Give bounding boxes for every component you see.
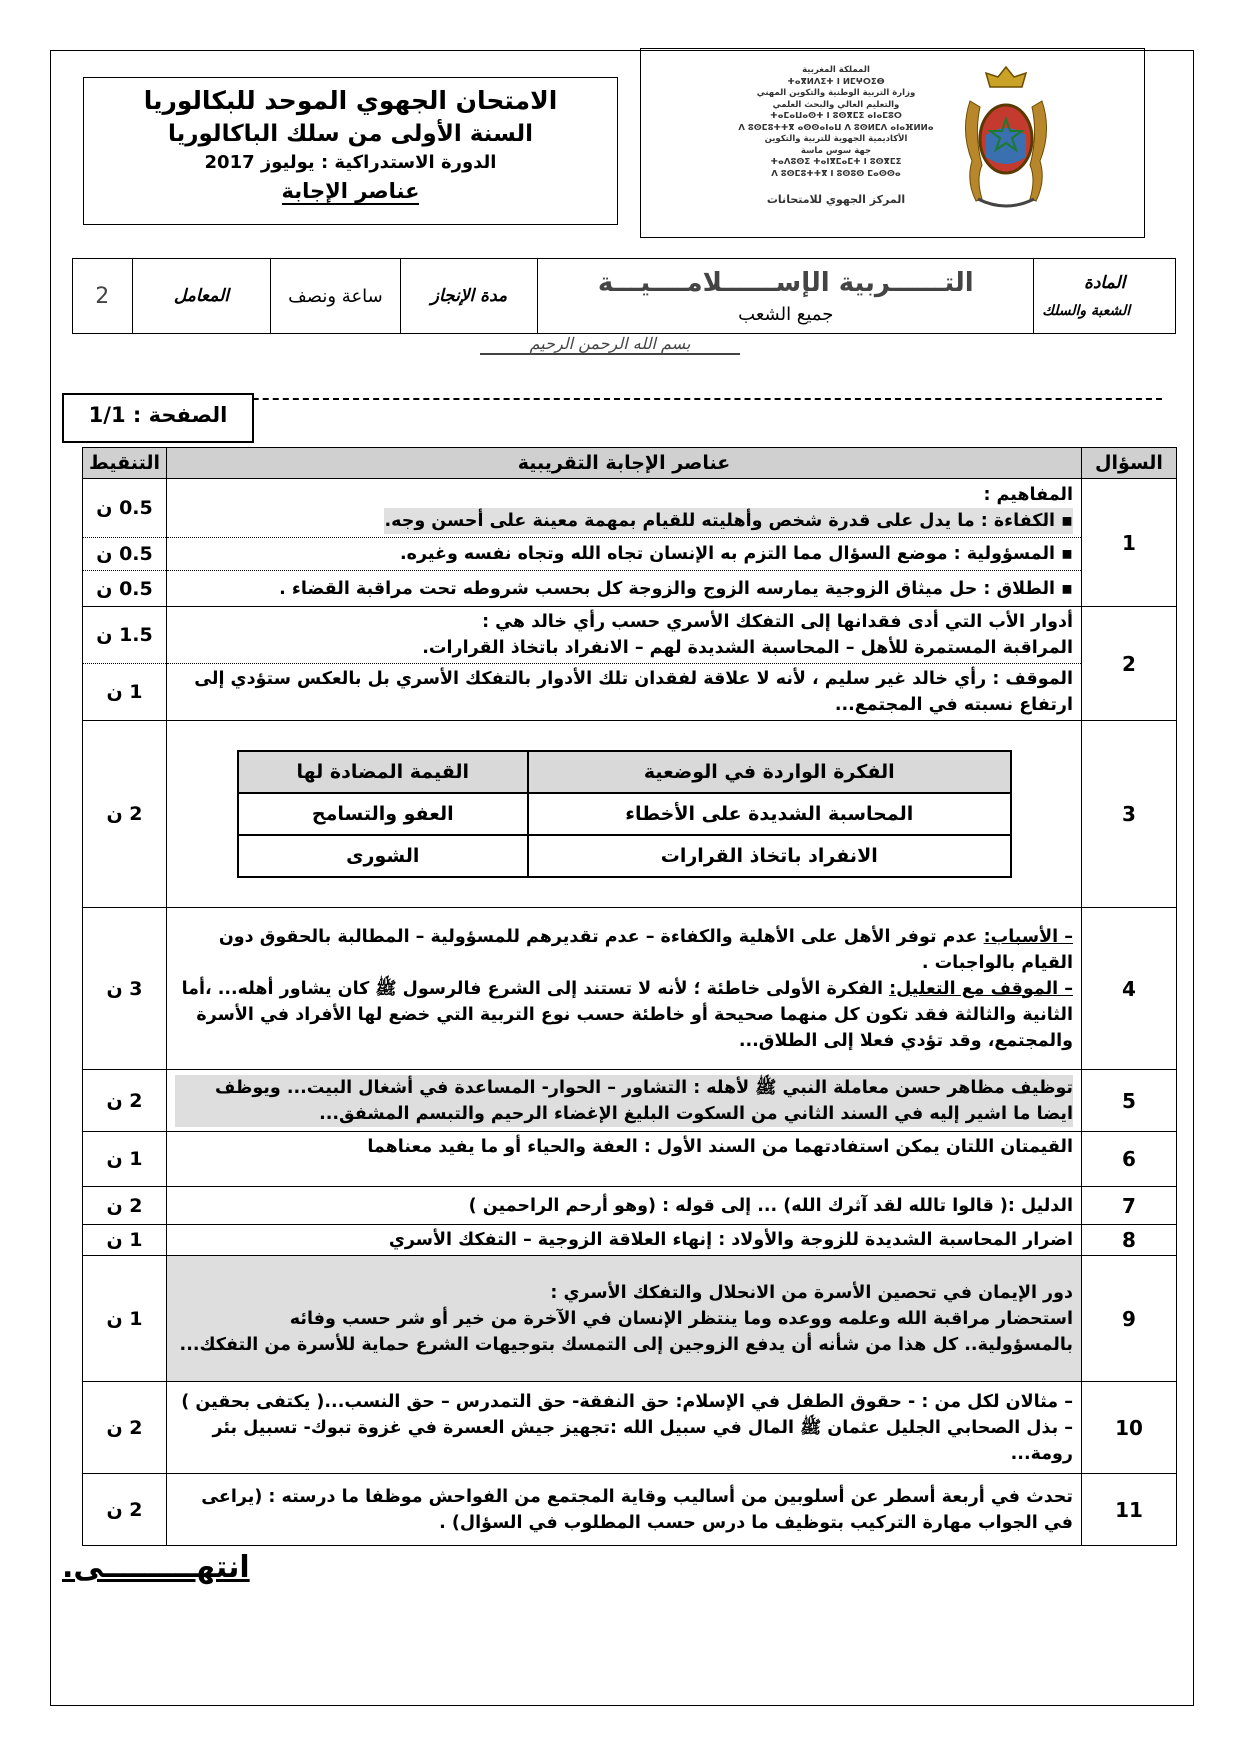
q9-heading: دور الإيمان في تحصين الأسرة من الانحلال والتفكك الأسري : — [550, 1282, 1073, 1303]
answer-cell — [167, 607, 1082, 664]
score-cell: 2 ن — [83, 1187, 167, 1225]
logo-line: جهة سوس ماسة — [800, 145, 872, 156]
q1-b: ▪ المسؤولية : موضع السؤال مما التزم به الإنسان تجاه الله وتجاه نفسه وغيره. — [167, 538, 1082, 571]
q2-a2: المراقبة المستمرة للأهل – المحاسبة الشديدة لهم – الانفراد باتخاذ القرارات. — [422, 638, 1073, 658]
coef-value: 2 — [73, 259, 133, 334]
answer-cell — [167, 721, 1082, 908]
logo-line: ⵜⴰⴷⵓⵙⵉ ⵜⴰⵏⴳⵎⴰⵎⵜ ⵏ ⵓⵙⴳⵎⵉ — [770, 157, 902, 167]
answer-cell — [167, 1382, 1082, 1474]
logo-line: ⴷ ⵓⵙⵎⵓⵜⵜⴳ ⴰⵙⵙⴰⵏⴰⵡ ⴷ ⵓⵙⵍⵎⴷ ⴰⵏⴰⴼⵍⵍⴰ — [738, 122, 934, 133]
q4-position-label: – الموقف مع التعليل: — [889, 978, 1073, 999]
subject-name: التــــــربية الإســــــلامــــيـــة — [597, 267, 974, 298]
q2-b: الموقف : رأي خالد غير سليم ، لأنه لا علاقة لفقدان تلك الأدوار بالتفكك الأسري بل بالعكس ستؤدي إلى ارتفاع نسبته في المجتمع... — [167, 664, 1082, 721]
value-cell: العفو والتسامح — [238, 793, 529, 835]
question-number: 9 — [1082, 1256, 1177, 1382]
ideas-values-table — [237, 750, 1012, 878]
duration-value: ساعة ونصف — [271, 259, 400, 334]
coef-label: المعامل — [132, 259, 271, 334]
basmala — [480, 334, 740, 364]
q4-causes: عدم توفر الأهل على الأهلية والكفاءة – عدم تقديرهم للمسؤولية – المطالبة بالحقوق دون القيام بالواجبات . — [218, 926, 1073, 973]
score-cell: 1.5 ن — [83, 607, 167, 664]
logo-line: الأكاديمية الجهوية للتربية والتكوين — [764, 134, 908, 144]
exam-centre-label: المركز الجهوي للامتحانات — [766, 193, 906, 206]
exam-title-box — [83, 77, 618, 225]
q9-text: استحضار مراقبة الله وعلمه ووعده وما ينتظر الإنسان في الآخرة من خير أو شر حسب وفائه بالمسؤولية.. كل هذا من شأنه أن يدفع الزوجين إلى التمسك بتوجيهات الشرع حماية للأسرة من التفكك... — [179, 1308, 1073, 1355]
exam-session: الدورة الاستدراكية : يوليوز 2017 — [204, 152, 497, 173]
ministry-text — [731, 65, 941, 206]
q4-position: الفكرة الأولى خاطئة ؛ لأنه لا تستند إلى الشرع فالرسول ﷺ كان يشاور أهله... ،أما الثانية والثالثة فقد تكون كل منهما صحيحة أو خاطئة حسب نوع التربية التي خضع لها الأفراد في الأسرة والمجتمع، وقد تؤدي فعلا إلى الطلاق... — [181, 978, 1073, 1051]
question-number: 11 — [1082, 1474, 1177, 1546]
question-number: 7 — [1082, 1187, 1177, 1225]
score-cell: 2 ن — [83, 1382, 167, 1474]
coat-of-arms-icon — [956, 61, 1056, 221]
logo-line: ⵜⴰⵎⴰⵡⴰⵙⵜ ⵏ ⵓⵙⴳⵎⵉ ⴰⵏⴰⵎⵓⵔ — [770, 111, 902, 121]
score-cell: 0.5 ن — [83, 479, 167, 538]
question-number: 1 — [1082, 479, 1177, 607]
subject-label: المادة — [1083, 273, 1126, 293]
duration-label: مدة الإنجاز — [400, 259, 538, 334]
question-number: 5 — [1082, 1070, 1177, 1132]
question-number: 8 — [1082, 1225, 1177, 1256]
q5-text: توظيف مظاهر حسن معاملة النبي ﷺ لأهله : التشاور – الحوار- المساعدة في أشغال البيت... ويوظف ايضا ما اشير إليه في السند الثاني من السكوت البليغ الإغضاء الرحيم والتبسم المشفق... — [175, 1075, 1073, 1127]
answer-cell — [167, 479, 1082, 538]
logo-line: والتعليم العالي والبحث العلمي — [772, 99, 900, 110]
subject-label-cell — [1034, 259, 1176, 334]
answer-cell — [167, 1256, 1082, 1382]
score-cell: 1 ن — [83, 664, 167, 721]
question-number: 2 — [1082, 607, 1177, 721]
score-cell: 0.5 ن — [83, 538, 167, 571]
score-cell: 2 ن — [83, 1070, 167, 1132]
col-question-header: السؤال — [1082, 448, 1177, 479]
score-cell: 0.5 ن — [83, 571, 167, 607]
page-number: الصفحة : 1/1 — [62, 393, 254, 443]
q8-text: اضرار المحاسبة الشديدة للزوجة والأولاد : إنهاء العلاقة الزوجية – التفكك الأسري — [167, 1225, 1082, 1256]
q1-a: ▪ الكفاءة : ما يدل على قدرة شخص وأهليته للقيام بمهمة معينة على أحسن وجه. — [384, 508, 1073, 534]
q11-text: تحدث في أربعة أسطر عن أسلوبين من أساليب وقاية المجتمع من الفواحش موظفا ما درسته : (يراعى في الجواب مهارة التركيب بتوظيف ما درس حسب المطلوب في السؤال) . — [167, 1474, 1082, 1546]
answer-cell — [167, 908, 1082, 1070]
logo-line: المملكة المغربية — [802, 65, 870, 75]
q7-text: الدليل :( قالوا تالله لقد آثرك الله) ... إلى قوله : (وهو أرحم الراحمين ) — [167, 1187, 1082, 1225]
answers-table — [82, 447, 1177, 1546]
q6-text: القيمتان اللتان يمكن استفادتهما من السند الأول : العفة والحياء أو ما يفيد معناهما — [167, 1132, 1082, 1187]
value-cell: الشورى — [238, 835, 529, 877]
q10-a: – مثالان لكل من : - حقوق الطفل في الإسلام: حق النفقة- حق التمدرس – حق النسب...( يكتفى بحقين ) — [181, 1391, 1073, 1412]
tracks-label: الشعبة والسلك — [1042, 303, 1131, 319]
score-cell: 2 ن — [83, 1474, 167, 1546]
doc-type: عناصر الإجابة — [281, 179, 420, 203]
score-cell: 2 ن — [83, 721, 167, 908]
score-cell: 1 ن — [83, 1132, 167, 1187]
q10-b: – بذل الصحابي الجليل عثمان ﷺ المال في سبيل الله :تجهيز جيش العسرة في غزوة تبوك- تسبيل بئر رومة... — [212, 1417, 1073, 1464]
idea-cell: المحاسبة الشديدة على الأخطاء — [528, 793, 1010, 835]
ministry-logo-box — [640, 48, 1145, 238]
question-number: 10 — [1082, 1382, 1177, 1474]
q2-a1: أدوار الأب التي أدى فقدانها إلى التفكك الأسري حسب رأي خالد هي : — [482, 612, 1073, 632]
logo-line: ⵜⴰⴳⵍⴷⵉⵜ ⵏ ⵍⵎⵖⵔⵉⴱ — [787, 76, 885, 87]
score-cell: 1 ن — [83, 1256, 167, 1382]
idea-cell: الانفراد باتخاذ القرارات — [528, 835, 1010, 877]
exam-title: الامتحان الجهوي الموحد للبكالوريا — [143, 86, 558, 115]
end-marker: انتهـــــــــى. — [62, 1550, 250, 1585]
exam-year: السنة الأولى من سلك الباكالوريا — [168, 121, 533, 147]
q1-c: ▪ الطلاق : حل ميثاق الزوجية يمارسه الزوج والزوجة كل بحسب شروطه تحت مراقبة القضاء . — [167, 571, 1082, 607]
score-cell: 1 ن — [83, 1225, 167, 1256]
tracks-value: جميع الشعب — [738, 303, 834, 325]
col-idea-header: الفكرة الواردة في الوضعية — [528, 751, 1010, 793]
col-answer-header: عناصر الإجابة التقريبية — [167, 448, 1082, 479]
q4-causes-label: – الأسباب: — [983, 926, 1073, 947]
subject-name-cell — [538, 259, 1034, 334]
col-score-header: التنقيط — [83, 448, 167, 479]
logo-line: ⴷ ⵓⵙⵎⵓⵜⵜⴳ ⵏ ⵓⵙⵓⵙ ⵎⴰⵙⵙⴰ — [771, 168, 901, 179]
score-cell: 3 ن — [83, 908, 167, 1070]
col-value-header: القيمة المضادة لها — [238, 751, 529, 793]
basmala-text: بسم الله الرحمن الرحيم — [480, 334, 740, 355]
q1-heading: المفاهيم : — [983, 485, 1073, 505]
logo-line: وزارة التربية الوطنية والتكوين المهني — [756, 88, 916, 98]
question-number: 4 — [1082, 908, 1177, 1070]
answer-cell — [167, 1070, 1082, 1132]
question-number: 6 — [1082, 1132, 1177, 1187]
subject-info-table — [72, 258, 1176, 334]
question-number: 3 — [1082, 721, 1177, 908]
